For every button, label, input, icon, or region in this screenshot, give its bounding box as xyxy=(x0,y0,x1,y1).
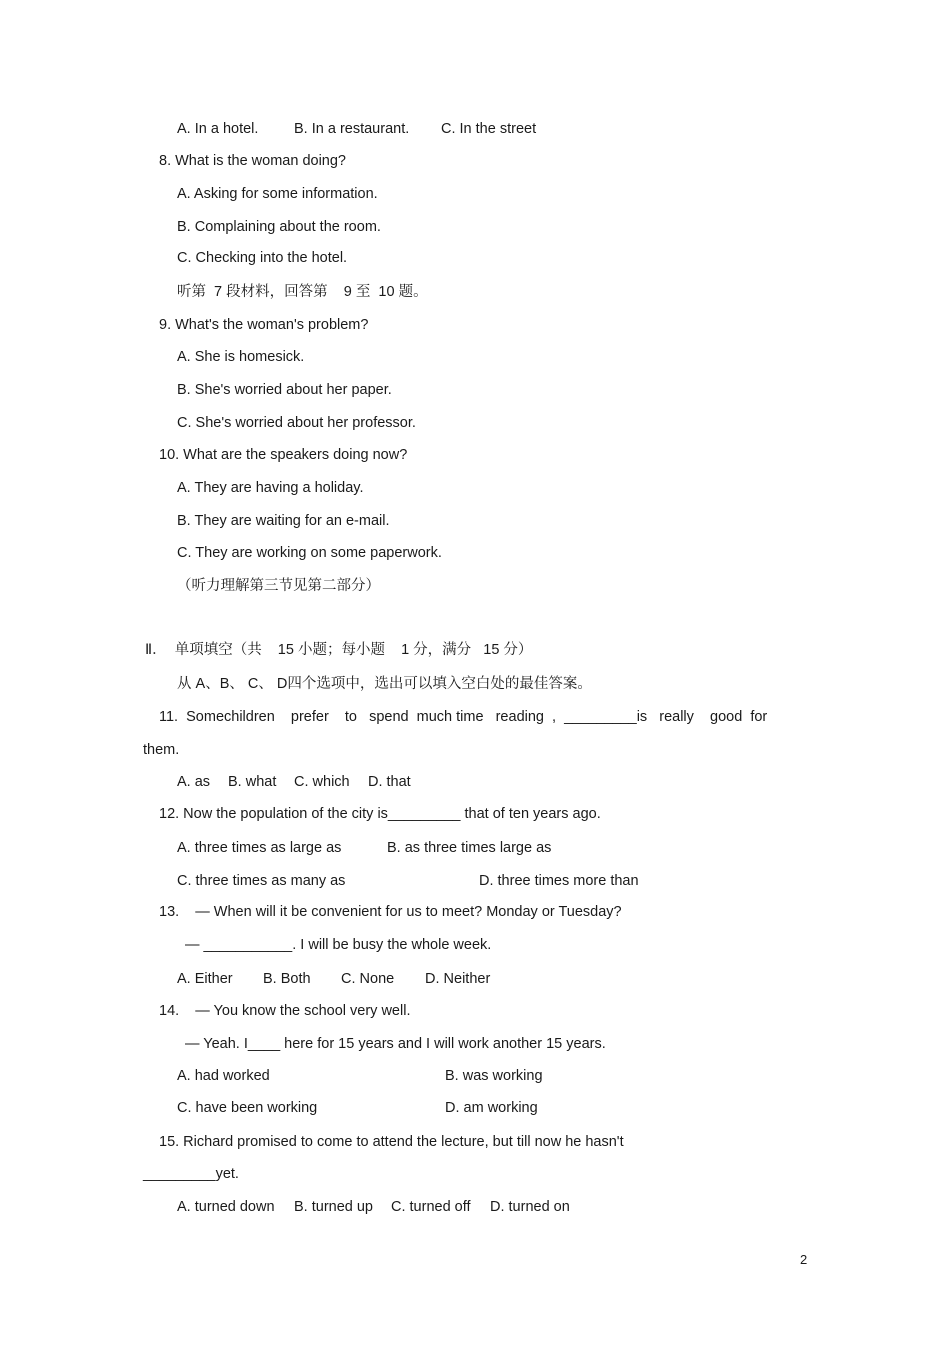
q15-option-a: A. turned down xyxy=(177,1199,275,1215)
q8-option-b: B. Complaining about the room. xyxy=(177,219,381,235)
q11-option-c: C. which xyxy=(294,774,350,790)
q13-reply: — ___________. I will be busy the whole week. xyxy=(185,937,492,953)
q12-option-d: D. three times more than xyxy=(479,873,639,889)
q13-option-a: A. Either xyxy=(177,971,233,987)
q10-stem: 10. What are the speakers doing now? xyxy=(159,447,408,463)
section-instruction: 从 A、B、 C、 D四个选项中，选出可以填入空白处的最佳答案。 xyxy=(177,676,592,692)
q9-stem: 9. What's the woman's problem? xyxy=(159,317,369,333)
q8-option-a: A. Asking for some information. xyxy=(177,186,378,202)
q9-option-b: B. She's worried about her paper. xyxy=(177,382,392,398)
q12-option-a: A. three times as large as xyxy=(177,840,342,856)
q15-option-b: B. turned up xyxy=(294,1199,373,1215)
section-heading: Ⅱ． 单项填空（共 15 小题；每小题 1 分，满分 15 分） xyxy=(145,642,533,658)
q13-option-d: D. Neither xyxy=(425,971,491,987)
q8-stem: 8. What is the woman doing? xyxy=(159,153,346,169)
q11-stem-line2: them. xyxy=(143,742,180,758)
instruction-section-7: 听第 7 段材料，回答第 9 至 10 题。 xyxy=(177,284,428,300)
q14-option-b: B. was working xyxy=(445,1068,543,1084)
q10-option-c: C. They are working on some paperwork. xyxy=(177,545,442,561)
q13-stem: 13. — When will it be convenient for us to meet? Monday or Tuesday? xyxy=(159,904,622,920)
q12-option-c: C. three times as many as xyxy=(177,873,346,889)
q9-option-a: A. She is homesick. xyxy=(177,349,305,365)
q11-stem-line1: 11. Somechildren prefer to spend much time reading , _________is really good for xyxy=(159,709,768,725)
q10-option-a: A. They are having a holiday. xyxy=(177,480,364,496)
q15-option-c: C. turned off xyxy=(391,1199,471,1215)
q14-option-d: D. am working xyxy=(445,1100,538,1116)
q12-option-b: B. as three times large as xyxy=(387,840,552,856)
q14-stem: 14. — You know the school very well. xyxy=(159,1003,411,1019)
q15-stem-line2: _________yet. xyxy=(143,1166,239,1182)
q12-stem: 12. Now the population of the city is_________ that of ten years ago. xyxy=(159,806,601,822)
q7-option-b: B. In a restaurant. xyxy=(294,121,410,137)
q15-option-d: D. turned on xyxy=(490,1199,570,1215)
q13-option-b: B. Both xyxy=(263,971,311,987)
q10-option-b: B. They are waiting for an e-mail. xyxy=(177,513,390,529)
listening-note: （听力理解第三节见第二部分） xyxy=(177,578,380,594)
q14-option-c: C. have been working xyxy=(177,1100,318,1116)
q7-option-c: C. In the street xyxy=(441,121,537,137)
q7-option-a: A. In a hotel. xyxy=(177,121,259,137)
q11-option-a: A. as xyxy=(177,774,211,790)
q13-option-c: C. None xyxy=(341,971,395,987)
q14-reply: — Yeah. I____ here for 15 years and I will work another 15 years. xyxy=(185,1036,606,1052)
q11-option-b: B. what xyxy=(228,774,277,790)
q8-option-c: C. Checking into the hotel. xyxy=(177,250,348,266)
q15-stem-line1: 15. Richard promised to come to attend the lecture, but till now he hasn't xyxy=(159,1134,624,1150)
q9-option-c: C. She's worried about her professor. xyxy=(177,415,416,431)
page-number: 2 xyxy=(800,1252,808,1267)
q14-option-a: A. had worked xyxy=(177,1068,270,1084)
q11-option-d: D. that xyxy=(368,774,411,790)
